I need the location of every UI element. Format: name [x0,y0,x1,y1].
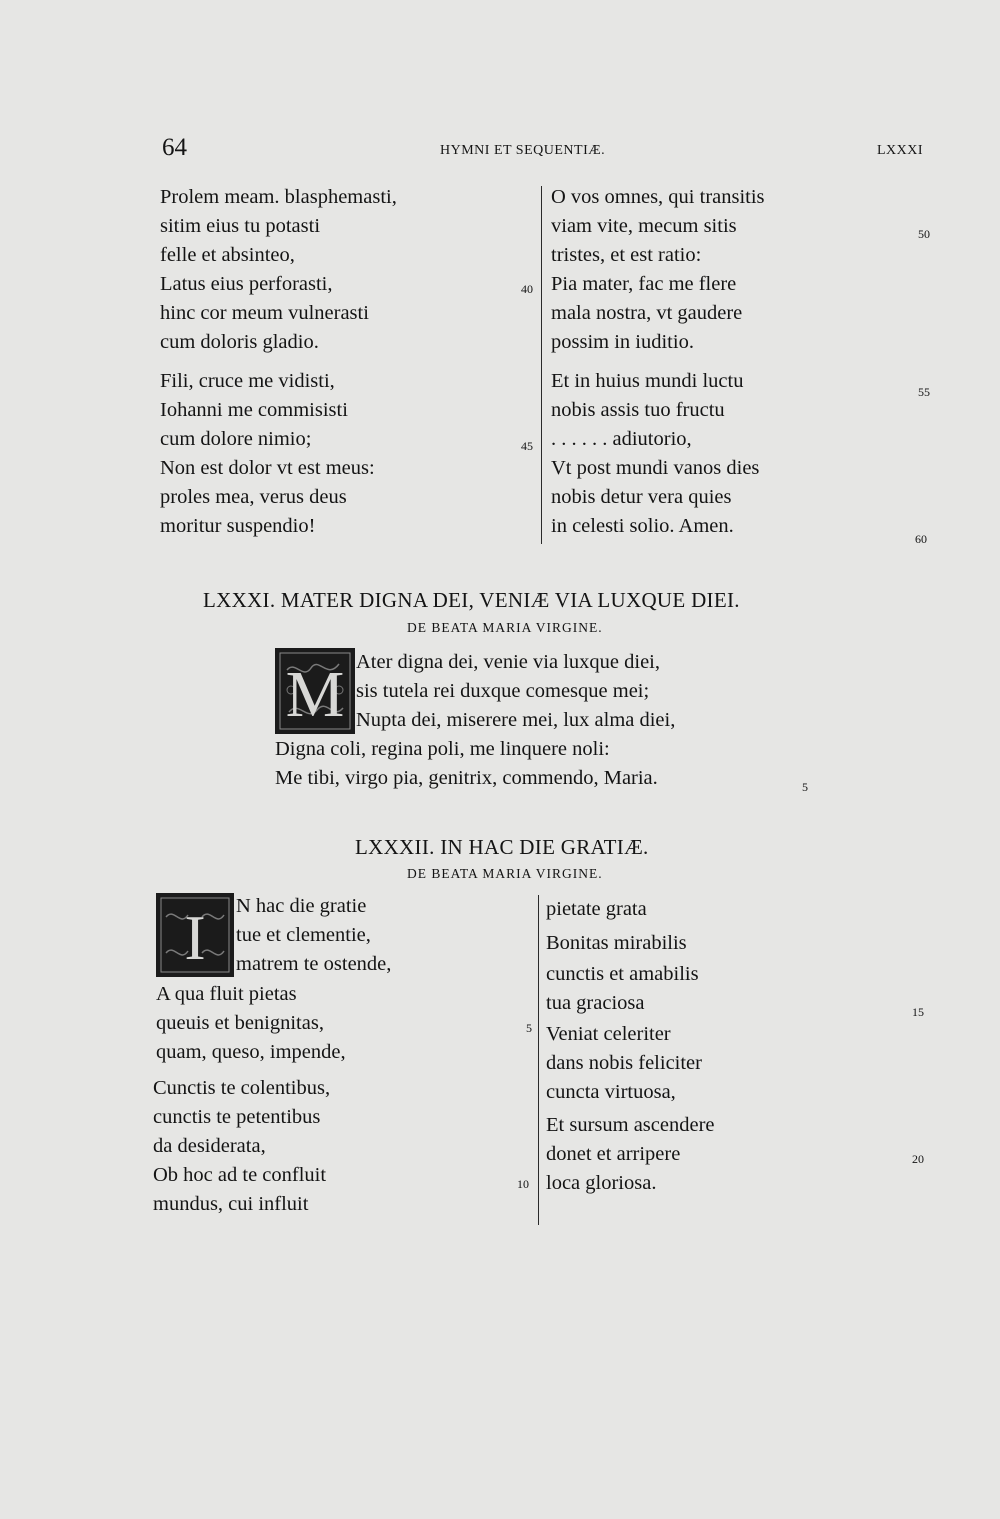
verse-line: tristes, et est ratio: [551,244,702,266]
verse-line: cum doloris gladio. [160,331,319,353]
hymn-subtitle: DE BEATA MARIA VIRGINE. [407,620,603,635]
line-number: 45 [521,439,533,453]
verse-line: Bonitas mirabilis [546,932,687,954]
verse-line: tue et clementie, [236,924,371,946]
verse-line: Ater digna dei, venie via luxque diei, [356,651,660,673]
verse-line: Iohanni me commisisti [160,399,348,421]
decorated-initial-i [156,893,234,977]
verse-line: in celesti solio. Amen. [551,515,734,537]
column-rule [541,186,542,544]
verse-line: tua graciosa [546,992,645,1014]
verse-line: cunctis et amabilis [546,963,699,985]
verse-line: cunctis te petentibus [153,1106,321,1128]
hymn-title: LXXXI. MATER DIGNA DEI, VENIÆ VIA LUXQUE DIEI. [203,588,740,612]
verse-line: felle et absinteo, [160,244,295,266]
line-number: 60 [915,532,927,546]
verse-line: proles mea, verus deus [160,486,347,508]
line-number: 10 [517,1177,529,1191]
verse-line: Veniat celeriter [546,1023,671,1045]
verse-line: cuncta virtuosa, [546,1081,676,1103]
decorated-initial-m [275,648,355,734]
verse-line: dans nobis feliciter [546,1052,702,1074]
verse-line: Pia mater, fac me flere [551,273,737,295]
verse-line: Cunctis te colentibus, [153,1077,331,1099]
verse-line: Et in huius mundi luctu [551,370,744,392]
initial-letter: I [184,902,206,973]
verse-line: . . . . . . adiutorio, [551,428,692,450]
line-number: 50 [918,227,930,241]
verse-line: sitim eius tu potasti [160,215,321,237]
verse-line: O vos omnes, qui transitis [551,186,765,208]
line-number: 15 [912,1005,924,1019]
verse-line: loca gloriosa. [546,1172,657,1194]
initial-letter: M [285,658,345,731]
verse-line: donet et arripere [546,1143,681,1165]
verse-line: hinc cor meum vulnerasti [160,302,369,324]
verse-line: possim in iuditio. [551,331,694,353]
hymn-title: LXXXII. IN HAC DIE GRATIÆ. [355,835,649,859]
hymn-subtitle: DE BEATA MARIA VIRGINE. [407,866,603,881]
verse-line: Fili, cruce me vidisti, [160,370,335,392]
column-rule [538,895,539,1225]
verse-line: queuis et benignitas, [156,1012,324,1034]
verse-line: viam vite, mecum sitis [551,215,737,237]
verse-line: N hac die gratie [236,895,367,917]
verse-line: mundus, cui influit [153,1193,309,1215]
verse-line: cum dolore nimio; [160,428,312,450]
verse-line: pietate grata [546,898,647,920]
verse-line: sis tutela rei duxque comesque mei; [356,680,650,702]
section-number: LXXXI [877,143,924,158]
verse-line: Nupta dei, miserere mei, lux alma diei, [356,709,676,731]
verse-line: moritur suspendio! [160,515,316,537]
verse-line: nobis detur vera quies [551,486,732,508]
page-number: 64 [162,134,187,161]
line-number: 55 [918,385,930,399]
verse-line: Et sursum ascendere [546,1114,715,1136]
verse-line: quam, queso, impende, [156,1041,346,1063]
verse-line: nobis assis tuo fructu [551,399,725,421]
verse-line: matrem te ostende, [236,953,392,975]
verse-line: mala nostra, vt gaudere [551,302,743,324]
verse-line: Prolem meam. blasphemasti, [160,186,397,208]
line-number: 5 [802,780,808,794]
verse-line: Non est dolor vt est meus: [160,457,375,479]
verse-line: Me tibi, virgo pia, genitrix, commendo, Maria. [275,767,658,789]
line-number: 5 [526,1021,532,1035]
verse-line: Latus eius perforasti, [160,273,333,295]
verse-line: Ob hoc ad te confluit [153,1164,327,1186]
verse-line: Digna coli, regina poli, me linquere noli: [275,738,610,760]
verse-line: da desiderata, [153,1135,266,1157]
line-number: 20 [912,1152,924,1166]
line-number: 40 [521,282,533,296]
verse-line: Vt post mundi vanos dies [551,457,760,479]
verse-line: A qua fluit pietas [156,983,297,1005]
running-title: HYMNI ET SEQUENTIÆ. [440,143,606,158]
